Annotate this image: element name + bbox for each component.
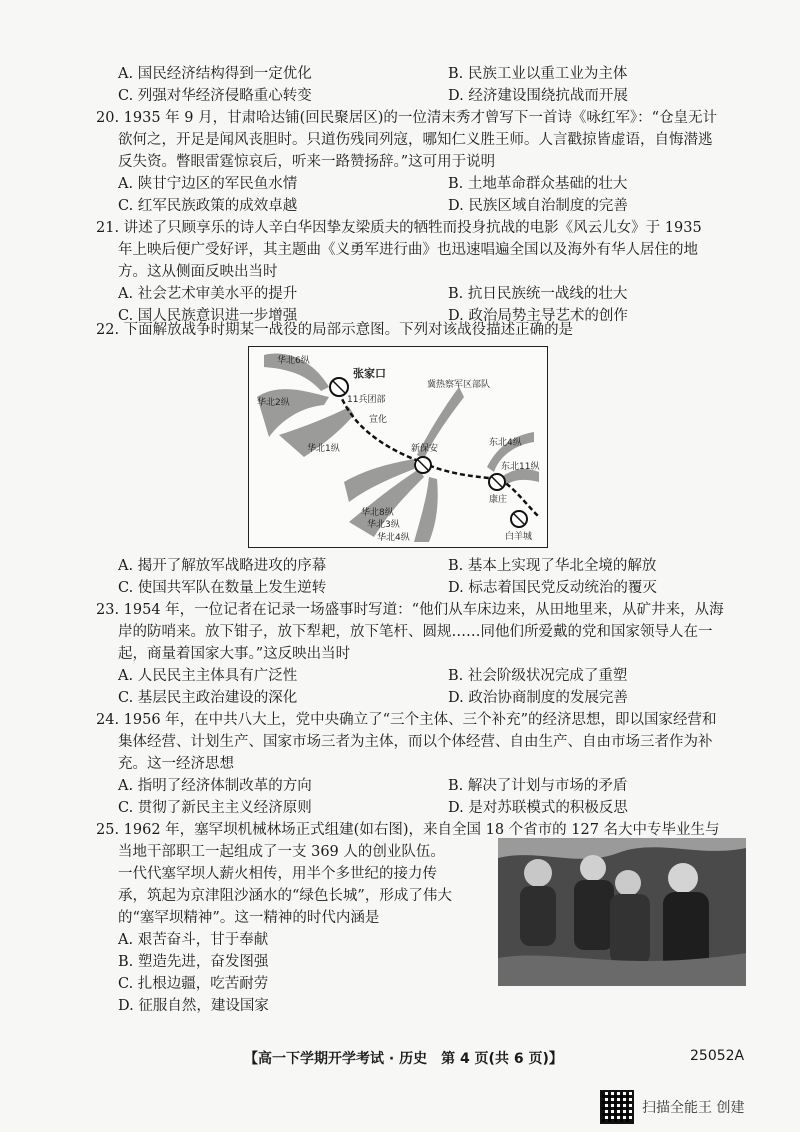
q25-stem-line-3: 一代代塞罕坝人薪火相传，用半个多世纪的接力传: [118, 866, 437, 882]
q20-option-b: B. 土地革命群众基础的壮大: [448, 176, 628, 192]
scanner-text: 扫描全能王 创建: [642, 1100, 745, 1116]
q21-stem-line-1: 21. 讲述了只顾享乐的诗人辛白华因挚友梁质夫的牺牲而投身抗战的电影《风云儿女》于 1935: [96, 220, 702, 236]
photo-illustration: [498, 838, 746, 986]
page-footer-title: 【高一下学期开学考试 · 历史 第 4 页(共 6 页)】: [244, 1051, 563, 1067]
arrow-huabei4: [414, 477, 438, 542]
q21-option-a: A. 社会艺术审美水平的提升: [118, 286, 298, 302]
q23-option-b: B. 社会阶级状况完成了重塑: [448, 668, 628, 684]
label-kangzhuang: 康庄: [489, 495, 508, 505]
q24-stem-line-1: 24. 1956 年，在中共八大上，党中央确立了“三个主体、三个补充”的经济思想，即以国家经营和: [96, 712, 717, 728]
q20-option-a: A. 陕甘宁边区的军民鱼水情: [118, 176, 298, 192]
q20-stem-line-1: 20. 1935 年 9 月，甘肃哈达铺(回民聚居区)的一位清末秀才曾写下一首诗《咏红军》：“仓皇无计: [96, 110, 718, 126]
label-baiyangcheng: 白羊城: [505, 532, 533, 542]
q25-option-c: C. 扎根边疆，吃苦耐劳: [118, 976, 269, 992]
battle-map-svg: [249, 347, 546, 546]
q23-option-d: D. 政治协商制度的发展完善: [448, 690, 628, 706]
q22-option-a: A. 揭开了解放军战略进攻的序幕: [118, 558, 327, 574]
q24-option-b: B. 解决了计划与市场的矛盾: [448, 778, 628, 794]
q23-stem-line-2: 岸的防哨来。放下钳子，放下犁耙，放下笔杆、圆规……同他们所爱戴的党和国家领导人在一: [118, 624, 713, 640]
q19-option-d: D. 经济建设围绕抗战而开展: [448, 88, 628, 104]
scanner-watermark: [600, 1090, 744, 1124]
q21-stem-line-2: 年上映后便广受好评，其主题曲《义勇军进行曲》也迅速唱遍全国以及海外有华人居住的地: [118, 242, 698, 258]
q21-option-d: D. 政治局势主导艺术的创作: [448, 308, 628, 324]
q24-stem-line-2: 集体经营、计划生产、国家市场三者为主体，而以个体经营、自由生产、自由市场三者作为补: [118, 734, 713, 750]
q25-stem-line-5: 的“塞罕坝精神”。这一精神的时代内涵是: [118, 910, 380, 926]
q23-stem-line-1: 23. 1954 年，一位记者在记录一场盛事时写道：“他们从车床边来，从田地里来，从矿井来，从海: [96, 602, 724, 618]
q19-option-a: A. 国民经济结构得到一定优化: [118, 66, 312, 82]
q21-stem-line-3: 方。这从侧面反映出当时: [118, 264, 278, 280]
q19-option-b: B. 民族工业以重工业为主体: [448, 66, 628, 82]
q22-option-d: D. 标志着国民党反动统治的覆灭: [448, 580, 657, 596]
qr-code-icon: [600, 1090, 634, 1124]
q23-option-c: C. 基层民主政治建设的深化: [118, 690, 298, 706]
q20-option-c: C. 红军民族政策的成效卓越: [118, 198, 298, 214]
label-zhangjiakou: 张家口: [353, 367, 386, 380]
q20-option-d: D. 民族区域自治制度的完善: [448, 198, 628, 214]
saihanba-photo: [498, 838, 746, 986]
q25-stem-line-1: 25. 1962 年，塞罕坝机械林场正式组建(如右图)，来自全国 18 个省市的 127 名大中专毕业生与: [96, 822, 720, 838]
label-jirecha: 冀热察军区部队: [427, 380, 491, 390]
label-dongbei11: 东北11纵: [501, 462, 540, 472]
q20-stem-line-2: 欲何之，开足是闻风丧胆时。只道伤残同列寇，哪知仁义胜王师。人言戳掠皆虚语，自悔潜逃: [118, 132, 713, 148]
label-huabei2: 华北2纵: [257, 398, 290, 408]
q25-stem-line-4: 承，筑起为京津阻沙涵水的“绿色长城”，形成了伟大: [118, 888, 452, 904]
q24-stem-line-3: 充。这一经济思想: [118, 756, 234, 772]
q22-option-b: B. 基本上实现了华北全境的解放: [448, 558, 657, 574]
retreat-route: [339, 392, 539, 517]
battle-map-diagram: [248, 346, 548, 548]
label-xuanhua: 宣化: [369, 415, 388, 425]
label-huabei3: 华北3纵: [367, 520, 400, 530]
q24-option-a: A. 指明了经济体制改革的方向: [118, 778, 312, 794]
q25-option-d: D. 征服自然，建设国家: [118, 998, 269, 1014]
q25-option-b: B. 塑造先进，奋发图强: [118, 954, 269, 970]
label-huabei6: 华北6纵: [277, 356, 310, 366]
label-huabei8: 华北8纵: [361, 508, 394, 518]
q25-stem-line-2: 当地干部职工一起组成了一支 369 人的创业队伍。: [118, 844, 445, 860]
q21-option-b: B. 抗日民族统一战线的壮大: [448, 286, 628, 302]
q19-option-c: C. 列强对华经济侵略重心转变: [118, 88, 312, 104]
q22-stem-line-1: 22. 下面解放战争时期某一战役的局部示意图。下列对该战役描述正确的是: [96, 322, 574, 338]
q21-option-c: C. 国人民族意识进一步增强: [118, 308, 298, 324]
q20-stem-line-3: 反失资。瞥眼雷霆惊哀后，听来一路赞扬辞。”这可用于说明: [118, 154, 496, 170]
q24-option-c: C. 贯彻了新民主主义经济原则: [118, 800, 312, 816]
q23-stem-line-3: 起，商量着国家大事。”这反映出当时: [118, 646, 351, 662]
label-huabei4: 华北4纵: [377, 533, 410, 543]
paper-code: 25052A: [690, 1048, 745, 1064]
q23-option-a: A. 人民民主主体具有广泛性: [118, 668, 298, 684]
label-huabei1: 华北1纵: [307, 444, 340, 454]
q24-option-d: D. 是对苏联模式的积极反思: [448, 800, 628, 816]
label-xinbaoan: 新保安: [411, 444, 439, 454]
label-dongbei4: 东北4纵: [489, 438, 522, 448]
label-bingtuan11: 11兵团部: [347, 395, 386, 405]
q22-option-c: C. 使国共军队在数量上发生逆转: [118, 580, 327, 596]
q25-option-a: A. 艰苦奋斗，甘于奉献: [118, 932, 269, 948]
